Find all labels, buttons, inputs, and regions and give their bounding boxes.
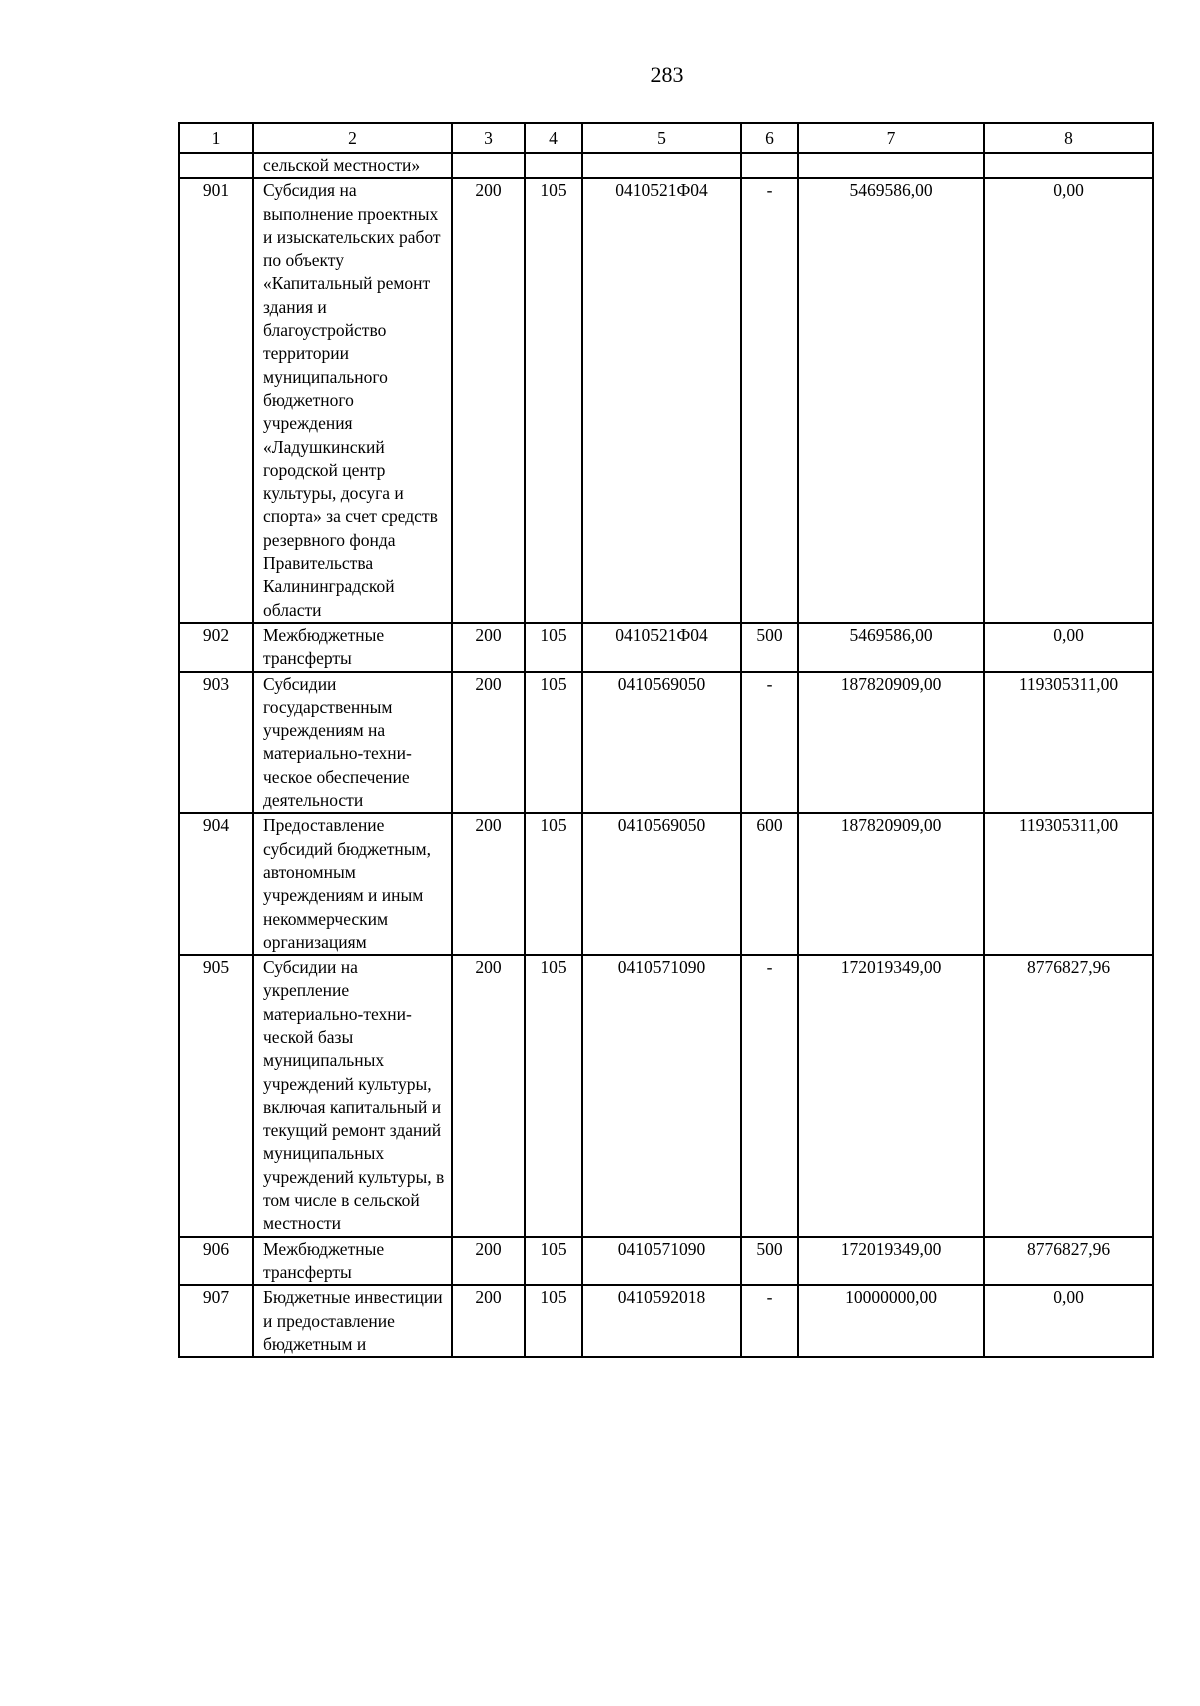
table-cell-c2: Субсидии на укрепление материально-техни-ческой базы муниципальных учреждений культуры, включая капитальный и текущий ремонт зданий муниципальных учреждений культуры, в том числе в сельской местности: [253, 955, 452, 1237]
table-cell-c5: [582, 153, 741, 178]
table-cell-c2: сельской местности»: [253, 153, 452, 178]
table-cell-c6: 600: [741, 813, 798, 955]
table-cell-c7: 187820909,00: [798, 813, 984, 955]
column-header: 5: [582, 123, 741, 153]
table-cell-c7: 5469586,00: [798, 178, 984, 623]
table-cell-c3: 200: [452, 623, 525, 672]
table-cell-c4: 105: [525, 672, 582, 814]
table-cell-c1: 904: [179, 813, 253, 955]
table-cell-c8: 0,00: [984, 178, 1153, 623]
table-cell-c7: 172019349,00: [798, 955, 984, 1237]
column-header: 2: [253, 123, 452, 153]
table-cell-c2: Субсидия на выполнение проектных и изыскательских работ по объекту «Капитальный ремонт здания и благоустройство территории муниципального бюджетного учреждения «Ладушкинский городской центр культуры, досуга и спорта» за счет средств резервного фонда Правительства Калининградской области: [253, 178, 452, 623]
page-number: 283: [650, 62, 684, 87]
table-cell-c7: 187820909,00: [798, 672, 984, 814]
table-cell-c5: 0410571090: [582, 955, 741, 1237]
table-row: [179, 672, 1153, 814]
table-cell-c5: 0410592018: [582, 1285, 741, 1357]
column-header: 7: [798, 123, 984, 153]
table-cell-c7: 5469586,00: [798, 623, 984, 672]
table-cell-c5: 0410521Ф04: [582, 178, 741, 623]
table-row: [179, 623, 1153, 672]
table-cell-c1: 905: [179, 955, 253, 1237]
column-header: 1: [179, 123, 253, 153]
table-cell-c5: 0410521Ф04: [582, 623, 741, 672]
table-cell-c6: 500: [741, 1237, 798, 1286]
table-cell-c2: Предоставление субсидий бюджетным, автономным учреждениям и иным некоммерческим организациям: [253, 813, 452, 955]
table-cell-c4: 105: [525, 813, 582, 955]
table-cell-c5: 0410569050: [582, 672, 741, 814]
table-cell-c8: 0,00: [984, 1285, 1153, 1357]
table-cell-c4: 105: [525, 1285, 582, 1357]
table-row: [179, 955, 1153, 1237]
table-row: [179, 178, 1153, 623]
table-row: [179, 1237, 1153, 1286]
column-header: 4: [525, 123, 582, 153]
table-cell-c4: 105: [525, 623, 582, 672]
table-cell-c6: 500: [741, 623, 798, 672]
table-row: [179, 1285, 1153, 1357]
table-cell-c3: 200: [452, 955, 525, 1237]
column-header: 6: [741, 123, 798, 153]
table-cell-c3: 200: [452, 813, 525, 955]
table-cell-c7: [798, 153, 984, 178]
table-cell-c6: -: [741, 955, 798, 1237]
table-cell-c1: 906: [179, 1237, 253, 1286]
table-cell-c3: 200: [452, 672, 525, 814]
table-cell-c8: 119305311,00: [984, 813, 1153, 955]
table-cell-c8: [984, 153, 1153, 178]
table-cell-c4: 105: [525, 955, 582, 1237]
table-cell-c1: 901: [179, 178, 253, 623]
table-cell-c6: [741, 153, 798, 178]
table-cell-c1: 907: [179, 1285, 253, 1357]
budget-table: [178, 122, 1154, 1358]
table-cell-c5: 0410571090: [582, 1237, 741, 1286]
column-header: 3: [452, 123, 525, 153]
table-cell-c6: -: [741, 1285, 798, 1357]
column-header: 8: [984, 123, 1153, 153]
table-cell-c4: [525, 153, 582, 178]
table-row: [179, 813, 1153, 955]
table-cell-c3: 200: [452, 178, 525, 623]
table-cell-c1: 903: [179, 672, 253, 814]
table-cell-c1: [179, 153, 253, 178]
table-cell-c4: 105: [525, 178, 582, 623]
table-cell-c2: Субсидии государственным учреждениям на материально-техни-ческое обеспечение деятельности: [253, 672, 452, 814]
table-cell-c5: 0410569050: [582, 813, 741, 955]
table-cell-c3: 200: [452, 1237, 525, 1286]
table-cell-c1: 902: [179, 623, 253, 672]
table-cell-c8: 0,00: [984, 623, 1153, 672]
table-cell-c7: 10000000,00: [798, 1285, 984, 1357]
table-cell-c2: Межбюджетные трансферты: [253, 1237, 452, 1286]
table-cell-c4: 105: [525, 1237, 582, 1286]
table-cell-c3: 200: [452, 1285, 525, 1357]
table-cell-c6: -: [741, 178, 798, 623]
table-header-row: [179, 123, 1153, 153]
table-cell-c3: [452, 153, 525, 178]
table-cell-c8: 8776827,96: [984, 1237, 1153, 1286]
table-row: [179, 153, 1153, 178]
table-cell-c2: Бюджетные инвестиции и предоставление бюджетным и: [253, 1285, 452, 1357]
table-cell-c6: -: [741, 672, 798, 814]
table-cell-c8: 8776827,96: [984, 955, 1153, 1237]
table-cell-c8: 119305311,00: [984, 672, 1153, 814]
table-cell-c2: Межбюджетные трансферты: [253, 623, 452, 672]
table-cell-c7: 172019349,00: [798, 1237, 984, 1286]
